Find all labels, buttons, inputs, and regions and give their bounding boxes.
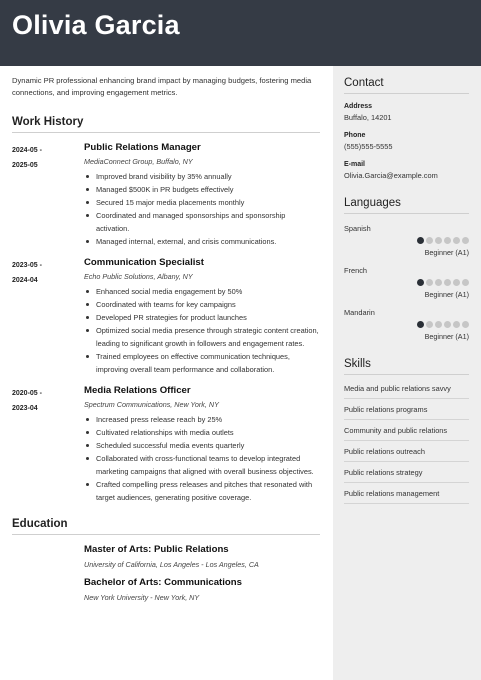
job-bullet: Coordinated with teams for key campaigns: [84, 298, 320, 311]
job-end-date: 2025-05: [12, 162, 38, 169]
email-value[interactable]: Olivia.Garcia@example.com: [344, 171, 438, 180]
job-dates: [12, 258, 68, 288]
job-bullet: Cultivated relationships with media outlets: [84, 426, 320, 439]
job-bullet: Coordinated and managed sponsorships and sponsorship activation.: [84, 209, 320, 235]
job-bullet: Collaborated with cross-functional teams to develop integrated marketing campaigns that aligned with overall business objectives.: [84, 452, 320, 478]
job-start-date: 2020-05 -: [12, 390, 42, 397]
rating-dot-filled: [417, 321, 424, 328]
work-history-heading: Work History: [12, 116, 320, 133]
job-bullet: Optimized social media presence through strategic content creation, leading to significant growth in followers and engagement rates.: [84, 324, 320, 350]
language-name: French: [344, 266, 368, 275]
language-level: Beginner (A1): [424, 290, 469, 299]
rating-dot-empty: [453, 321, 460, 328]
job-bullet: Increased press release reach by 25%: [84, 413, 320, 426]
skill-item: Public relations strategy: [344, 462, 469, 483]
language-level: Beginner (A1): [424, 332, 469, 341]
rating-dot-empty: [453, 237, 460, 244]
skills-heading: Skills: [344, 358, 469, 375]
job-bullet: Secured 15 major media placements monthly: [84, 196, 320, 209]
job-end-date: 2023-04: [12, 405, 38, 412]
skill-item: Public relations programs: [344, 399, 469, 420]
languages-list: [344, 224, 469, 340]
language-rating: [417, 237, 469, 244]
job-bullet: Managed internal, external, and crisis communications.: [84, 235, 320, 248]
language-rating: [417, 279, 469, 286]
job-bullet: Crafted compelling press releases and pitches that resonated with target audiences, generating positive coverage.: [84, 478, 320, 504]
rating-dot-empty: [435, 321, 442, 328]
education-entry: [84, 544, 320, 569]
language-name: Mandarin: [344, 308, 375, 317]
skill-item: Community and public relations: [344, 420, 469, 441]
rating-dot-empty: [453, 279, 460, 286]
rating-dot-empty: [426, 237, 433, 244]
rating-dot-filled: [417, 279, 424, 286]
education-entry: [84, 577, 320, 602]
job-bullet: Improved brand visibility by 35% annually: [84, 170, 320, 183]
job-bullets: [84, 170, 320, 248]
skill-item: Media and public relations savvy: [344, 375, 469, 399]
rating-dot-empty: [435, 237, 442, 244]
rating-dot-empty: [444, 237, 451, 244]
language-level: Beginner (A1): [424, 248, 469, 257]
job-bullet: Developed PR strategies for product launches: [84, 311, 320, 324]
job-company: Spectrum Communications, New York, NY: [84, 400, 219, 409]
rating-dot-empty: [444, 321, 451, 328]
job-bullet: Managed $500K in PR budgets effectively: [84, 183, 320, 196]
address-label: Address: [344, 103, 373, 110]
sidebar: [333, 66, 481, 680]
job-title: Media Relations Officer: [84, 385, 191, 396]
school-name: New York University - New York, NY: [84, 593, 200, 602]
rating-dot-empty: [426, 279, 433, 286]
language-rating: [417, 321, 469, 328]
language-name: Spanish: [344, 224, 371, 233]
job-bullet: Enhanced social media engagement by 50%: [84, 285, 320, 298]
job-end-date: 2024-04: [12, 277, 38, 284]
job-bullet: Trained employees on effective communication techniques, improving overall team performance and collaboration.: [84, 350, 320, 376]
job-dates: [12, 386, 68, 416]
address-value: Buffalo, 14201: [344, 113, 392, 122]
job-bullets: [84, 285, 320, 376]
candidate-name: Olivia Garcia: [12, 10, 180, 40]
rating-dot-empty: [462, 321, 469, 328]
job-dates: [12, 143, 68, 173]
job-company: MediaConnect Group, Buffalo, NY: [84, 157, 193, 166]
language-item: [344, 224, 469, 256]
job-start-date: 2024-05 -: [12, 147, 42, 154]
job-title: Communication Specialist: [84, 257, 204, 268]
education-heading: Education: [12, 518, 320, 535]
job-start-date: 2023-05 -: [12, 262, 42, 269]
skill-item: Public relations management: [344, 483, 469, 504]
job-entry: [12, 141, 320, 248]
languages-heading: Languages: [344, 197, 469, 214]
job-bullets: [84, 413, 320, 504]
rating-dot-empty: [426, 321, 433, 328]
rating-dot-empty: [462, 279, 469, 286]
degree-title: Master of Arts: Public Relations: [84, 544, 229, 555]
language-item: [344, 308, 469, 340]
language-item: [344, 266, 469, 298]
professional-summary: Dynamic PR professional enhancing brand impact by managing budgets, fostering media connections, and improving engagement metrics.: [12, 76, 312, 97]
email-label: E-mail: [344, 161, 366, 168]
contact-heading: Contact: [344, 77, 469, 94]
job-entry: [12, 256, 320, 376]
school-name: University of California, Los Angeles - Los Angeles, CA: [84, 560, 259, 569]
main-column: [12, 66, 320, 602]
skill-item: Public relations outreach: [344, 441, 469, 462]
job-title: Public Relations Manager: [84, 142, 201, 153]
phone-value: (555)555-5555: [344, 142, 393, 151]
phone-label: Phone: [344, 132, 366, 139]
job-bullet: Scheduled successful media events quarterly: [84, 439, 320, 452]
rating-dot-empty: [435, 279, 442, 286]
resume-header: [0, 0, 481, 66]
rating-dot-empty: [462, 237, 469, 244]
rating-dot-empty: [444, 279, 451, 286]
job-company: Echo Public Solutions, Albany, NY: [84, 272, 193, 281]
degree-title: Bachelor of Arts: Communications: [84, 577, 242, 588]
rating-dot-filled: [417, 237, 424, 244]
skills-list: [344, 375, 469, 504]
job-entry: [12, 384, 320, 504]
